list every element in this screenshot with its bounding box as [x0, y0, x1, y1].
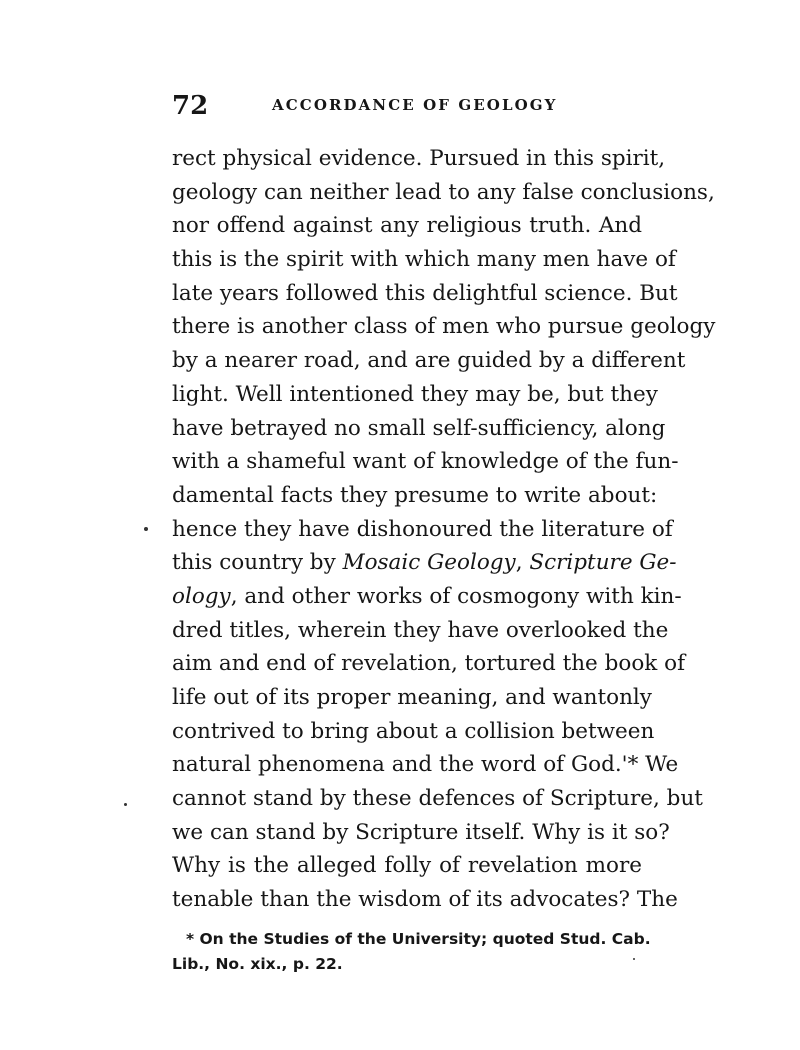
- body-text: [172, 142, 716, 917]
- text-line: nor offend against any religious truth. And: [172, 213, 642, 239]
- page-number: 72: [172, 91, 209, 121]
- text-line: this is the spirit with which many men have of: [172, 247, 676, 273]
- text-line: Why is the alleged folly of revelation more: [172, 853, 642, 879]
- text-line: there is another class of men who pursue geology: [172, 314, 716, 340]
- text-line: we can stand by Scripture itself. Why is it so?: [172, 819, 670, 845]
- text-line: dred titles, wherein they have overlooked the: [172, 617, 669, 643]
- text-line: aim and end of revelation, tortured the book of: [172, 651, 686, 677]
- text-line: have betrayed no small self-sufficiency, along: [172, 415, 666, 441]
- text-line: life out of its proper meaning, and wantonly: [172, 685, 652, 710]
- text-line: with a shameful want of knowledge of the fun-: [172, 449, 679, 475]
- text-line: natural phenomena and the word of God.'* We: [172, 752, 679, 778]
- text-line: late years followed this delightful science. But: [172, 280, 678, 306]
- text-line: this country by Mosaic Geology, Scripture Ge-: [172, 550, 677, 576]
- text-line: hence they have dishonoured the literature of: [172, 516, 673, 542]
- text-line: cannot stand by these defences of Scripture, but: [172, 786, 703, 812]
- text-line: geology can neither lead to any false conclusions,: [172, 179, 715, 205]
- footnote-line: * On the Studies of the University; quoted Stud. Cab.: [186, 930, 651, 948]
- print-speck: [633, 958, 635, 960]
- text-line: by a nearer road, and are guided by a different: [172, 348, 686, 374]
- text-line: rect physical evidence. Pursued in this spirit,: [172, 146, 666, 171]
- text-line: damental facts they presume to write about:: [172, 482, 658, 508]
- print-speck: [144, 527, 148, 531]
- print-speck: [124, 803, 127, 806]
- text-line: contrived to bring about a collision between: [172, 718, 655, 744]
- text-line: light. Well intentioned they may be, but they: [172, 381, 658, 407]
- running-title: ACCORDANCE OF GEOLOGY: [272, 96, 558, 114]
- footnote-line: Lib., No. xix., p. 22.: [172, 955, 343, 973]
- running-head: [172, 91, 642, 121]
- text-line: tenable than the wisdom of its advocates? The: [172, 887, 678, 913]
- footnote: [172, 927, 651, 977]
- text-line: ology, and other works of cosmogony with kin-: [172, 583, 682, 609]
